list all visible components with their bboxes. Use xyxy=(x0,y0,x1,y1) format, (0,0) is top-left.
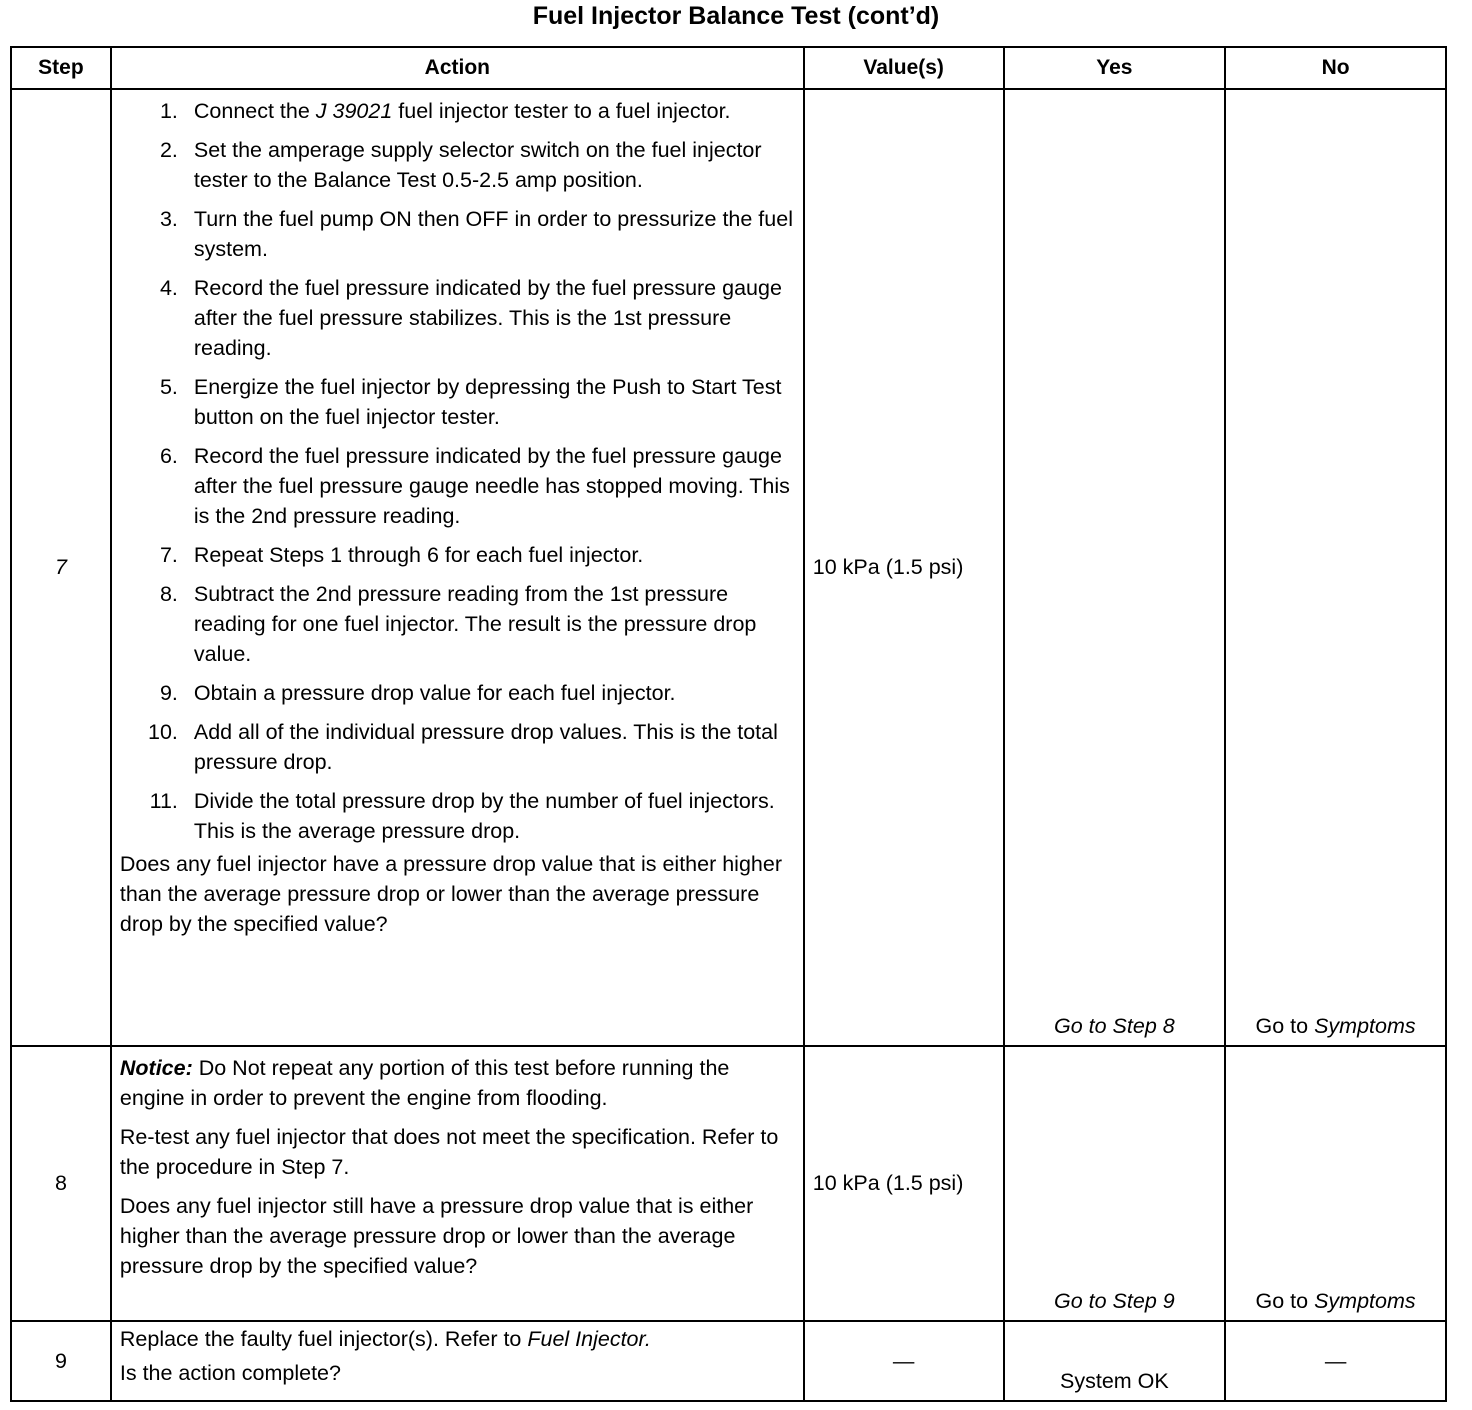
no-prefix: Go to xyxy=(1255,1289,1315,1313)
step-text-part: Record the fuel pressure indicated by the fuel pressure gauge after the fuel pressure stabilizes. This is the 1st pressure reading. xyxy=(193,276,782,360)
step-text xyxy=(194,579,797,669)
step-text-part: Subtract the 2nd pressure reading from the 1st pressure reading for one fuel injector. The result is the pressure drop value. xyxy=(193,582,757,666)
step-index: 8. xyxy=(159,582,178,606)
procedure-step xyxy=(120,273,797,363)
step-text-part: Connect the xyxy=(193,99,316,123)
instruction-text: Replace the faulty fuel injector(s). Refer to xyxy=(119,1327,528,1351)
step-index: 5. xyxy=(159,375,178,399)
step-text-part: Turn the fuel pump ON then OFF in order to pressurize the fuel system. xyxy=(193,207,793,261)
no-cell xyxy=(1225,89,1446,1046)
step-text xyxy=(194,135,797,195)
no-link[interactable]: Symptoms xyxy=(1314,1014,1416,1038)
step-text xyxy=(194,786,797,846)
step-index: 3. xyxy=(159,207,178,231)
diagnostic-table xyxy=(10,46,1447,1402)
procedure-step xyxy=(120,441,797,531)
procedure-step xyxy=(120,204,797,264)
notice-text: Do Not repeat any portion of this test before running the engine in order to prevent the engine from flooding. xyxy=(119,1056,730,1110)
question: Is the action complete? xyxy=(119,1361,341,1385)
no-prefix: Go to xyxy=(1255,1014,1315,1038)
table-row-step-9 xyxy=(11,1321,1446,1401)
procedure-step xyxy=(120,540,797,570)
step-index: 9. xyxy=(159,681,178,705)
header-step: Step xyxy=(11,47,111,89)
procedure-step xyxy=(120,135,797,195)
yes-cell xyxy=(1004,1046,1226,1321)
step-index: 11. xyxy=(149,789,178,813)
value-cell: 10 kPa (1.5 psi) xyxy=(804,89,1004,1046)
tool-reference: J 39021 xyxy=(315,99,393,123)
header-values: Value(s) xyxy=(804,47,1004,89)
step-text xyxy=(194,273,797,363)
table-row-step-7 xyxy=(11,89,1446,1046)
step-text xyxy=(194,441,797,531)
step-text-part: Divide the total pressure drop by the number of fuel injectors. This is the average pressure drop. xyxy=(193,789,775,843)
step-7-label: 7 xyxy=(54,555,67,579)
question: Does any fuel injector have a pressure drop value that is either higher than the average pressure drop or lower than the average pressure drop by the specified value? xyxy=(119,852,782,936)
step-text-part: Energize the fuel injector by depressing the Push to Start Test button on the fuel injector tester. xyxy=(193,375,782,429)
instruction xyxy=(120,1324,797,1354)
instruction: Re-test any fuel injector that does not meet the specification. Refer to the procedure in Step 7. xyxy=(119,1125,779,1179)
step-text xyxy=(194,717,797,777)
step-number: 8 xyxy=(11,1046,111,1321)
yes-link[interactable]: Go to Step 8 xyxy=(1054,1014,1175,1038)
yes-link[interactable]: Go to Step 9 xyxy=(1054,1289,1175,1313)
header-yes: Yes xyxy=(1004,47,1226,89)
procedure-step xyxy=(120,579,797,669)
header-action: Action xyxy=(111,47,804,89)
header-no: No xyxy=(1225,47,1446,89)
table-row-step-8 xyxy=(11,1046,1446,1321)
yes-cell: System OK xyxy=(1004,1321,1226,1401)
step-text-part: Add all of the individual pressure drop values. This is the total pressure drop. xyxy=(193,720,778,774)
procedure-list xyxy=(120,96,797,846)
action-cell xyxy=(111,1046,804,1321)
step-text xyxy=(194,372,797,432)
step-text xyxy=(194,678,676,708)
no-cell xyxy=(1225,1046,1446,1321)
step-text-part: Obtain a pressure drop value for each fuel injector. xyxy=(193,681,676,705)
notice xyxy=(120,1053,797,1113)
step-index: 2. xyxy=(159,138,178,162)
value-cell: — xyxy=(804,1321,1004,1401)
step-index: 6. xyxy=(159,444,178,468)
step-index: 1. xyxy=(159,99,178,123)
document-title: Fuel Injector Balance Test (cont’d) xyxy=(532,2,940,30)
procedure-step xyxy=(120,678,797,708)
header-row xyxy=(11,47,1446,89)
procedure-step xyxy=(120,786,797,846)
step-index: 10. xyxy=(147,720,178,744)
procedure-step xyxy=(120,372,797,432)
procedure-step xyxy=(120,96,797,126)
step-index: 7. xyxy=(159,543,178,567)
yes-cell xyxy=(1004,89,1226,1046)
step-number: 9 xyxy=(11,1321,111,1401)
step-text xyxy=(194,204,797,264)
step-text xyxy=(194,96,731,126)
value-cell: 10 kPa (1.5 psi) xyxy=(804,1046,1004,1321)
no-cell: — xyxy=(1225,1321,1446,1401)
step-text-part: Repeat Steps 1 through 6 for each fuel injector. xyxy=(193,543,644,567)
step-text-part: Record the fuel pressure indicated by the fuel pressure gauge after the fuel pressure gauge needle has stopped moving. This is the 2nd pressure reading. xyxy=(193,444,790,528)
procedure-step xyxy=(120,717,797,777)
step-text-part: Set the amperage supply selector switch on the fuel injector tester to the Balance Test 0.5-2.5 amp position. xyxy=(193,138,762,192)
no-link[interactable]: Symptoms xyxy=(1314,1289,1416,1313)
reference-link[interactable]: Fuel Injector. xyxy=(527,1327,651,1351)
step-text-part: fuel injector tester to a fuel injector. xyxy=(392,99,731,123)
question: Does any fuel injector still have a pressure drop value that is either higher than the average pressure drop or lower than the average pressure drop by the specified value? xyxy=(119,1194,754,1278)
step-text xyxy=(194,540,643,570)
step-index: 4. xyxy=(159,276,178,300)
step-number xyxy=(11,89,111,1046)
notice-label: Notice: xyxy=(119,1056,193,1080)
action-cell xyxy=(111,89,804,1046)
action-cell xyxy=(111,1321,804,1401)
